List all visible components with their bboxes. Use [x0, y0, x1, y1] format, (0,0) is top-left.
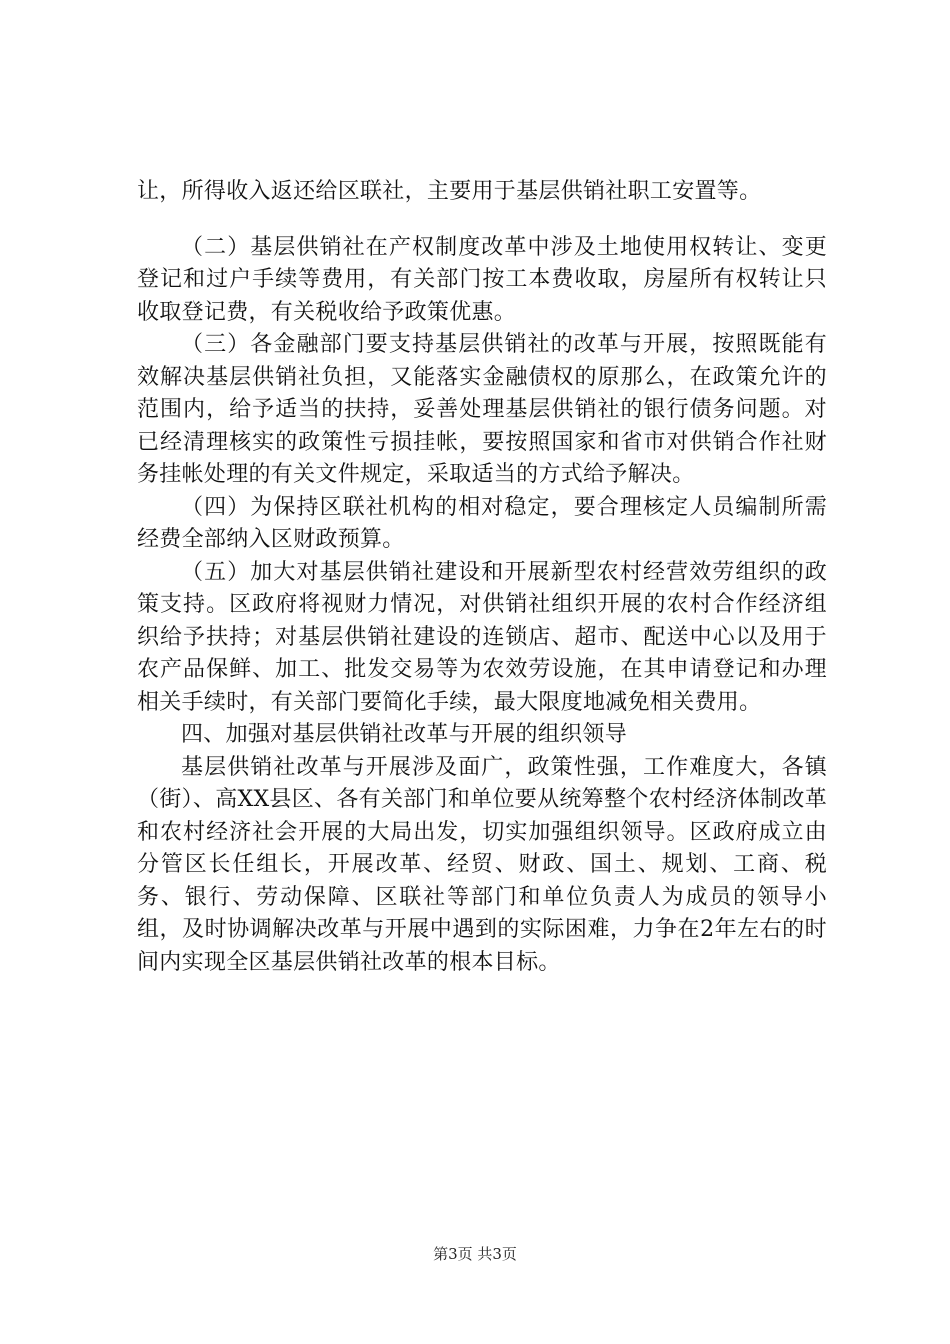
paragraph-item-5: （五）加大对基层供销社建设和开展新型农村经营效劳组织的政策支持。区政府将视财力情况，对供销社组织开展的农村合作经济组织给予扶持；对基层供销社建设的连锁店、超市、配送中心以及用于农产品保鲜、加工、批发交易等为农效劳设施，在其申请登记和办理相关手续时，有关部门要简化手续，最大限度地减免相关费用。	[137, 559, 827, 715]
paragraph-continuation: 让，所得收入返还给区联社，主要用于基层供销社职工安置等。	[137, 179, 762, 204]
document-body	[137, 176, 827, 979]
paragraph-item-3: （三）各金融部门要支持基层供销社的改革与开展，按照既能有效解决基层供销社负担，又能落实金融债权的原那么，在政策允许的范围内，给予适当的扶持，妥善处理基层供销社的银行债务问题。对已经清理核实的政策性亏损挂帐，要按照国家和省市对供销合作社财务挂帐处理的有关文件规定，采取适当的方式给予解决。	[137, 332, 827, 487]
paragraph-leadership: 基层供销社改革与开展涉及面广，政策性强，工作难度大，各镇（街）、高XX县区、各有关部门和单位要从统筹整个农村经济体制改革和农村经济社会开展的大局出发，切实加强组织领导。区政府成立由分管区长任组长，开展改革、经贸、财政、国土、规划、工商、税务、银行、劳动保障、区联社等部门和单位负责人为成员的领导小组，及时协调解决改革与开展中遇到的实际困难，力争在2年左右的时间内实现全区基层供销社改革的根本目标。	[137, 754, 827, 975]
section-heading-4: 四、加强对基层供销社改革与开展的组织领导	[181, 722, 628, 747]
paragraph-item-2: （二）基层供销社在产权制度改革中涉及土地使用权转让、变更登记和过户手续等费用，有关部门按工本费收取，房屋所有权转让只收取登记费，有关税收给予政策优惠。	[137, 234, 827, 325]
paragraph-spacer	[137, 209, 827, 232]
page-footer: 第3页 共3页	[433, 1245, 517, 1263]
paragraph-item-4: （四）为保持区联社机构的相对稳定，要合理核定人员编制所需经费全部纳入区财政预算。	[137, 494, 827, 552]
